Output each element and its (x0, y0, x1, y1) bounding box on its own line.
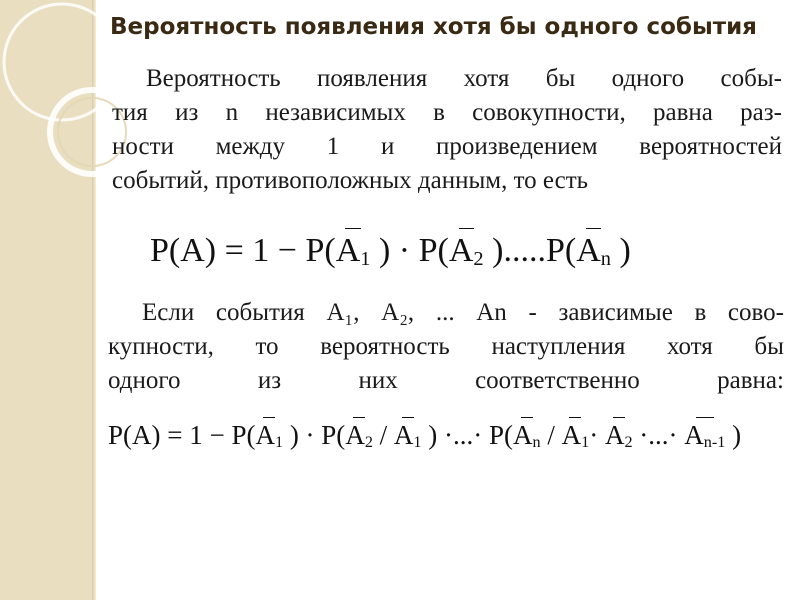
word: раз- (740, 99, 782, 126)
word: Если (142, 299, 195, 326)
event-index: 1 (274, 433, 284, 452)
event-index: 2 (473, 248, 484, 271)
paragraph-intro (112, 62, 782, 198)
word: одного (108, 367, 181, 394)
formula-text: ) · P( (370, 232, 449, 269)
word: независимых (265, 99, 406, 126)
word: и (380, 133, 395, 160)
word: вероятность (320, 333, 450, 360)
formula-text: ·...· (632, 420, 685, 450)
text-line (108, 364, 784, 398)
word: хотя (463, 65, 510, 92)
word: события (215, 299, 305, 326)
event-symbol: A (513, 420, 533, 450)
event-symbol: A (576, 232, 601, 269)
word: ... (435, 299, 455, 326)
event-index: 2 (624, 433, 633, 452)
event-index: 1 (360, 248, 371, 271)
complement-event (684, 420, 725, 452)
event-index: 1 (581, 433, 590, 452)
word: них (358, 367, 398, 394)
word: An (476, 299, 507, 326)
complement-event (449, 232, 484, 271)
word: A₁, (326, 299, 360, 326)
paragraph-dependent (108, 296, 784, 398)
formula-text: ) ·...· P( (421, 420, 513, 450)
word: собы- (720, 65, 782, 92)
word: бы (545, 65, 576, 92)
word: равна: (717, 367, 784, 394)
formula-text: · (589, 420, 605, 450)
formula-text: ).....P( (483, 232, 577, 269)
word: соответственно (475, 367, 640, 394)
formula-text: / (540, 420, 562, 450)
event-symbol: A (448, 232, 474, 269)
word: одного (611, 65, 685, 92)
event-symbol: A (684, 420, 704, 450)
word: тия (112, 99, 148, 126)
word: ности (112, 133, 174, 160)
word: 1 (326, 133, 340, 160)
formula-text: / (372, 420, 394, 450)
formula-text: P(A) = 1 − P( (150, 232, 336, 269)
text-line (112, 130, 782, 164)
complement-event (336, 232, 371, 271)
word: совокупности, (472, 99, 626, 126)
word: вероятностей (639, 133, 782, 160)
event-symbol: A (255, 420, 275, 450)
event-symbol: A (393, 420, 414, 450)
text-line (112, 96, 782, 130)
word: появления (317, 65, 428, 92)
word: между (215, 133, 286, 160)
event-index: n (532, 433, 541, 452)
event-index: 2 (364, 433, 373, 452)
event-index: n-1 (703, 433, 726, 452)
word: зависимые (558, 299, 673, 326)
event-symbol: A (345, 420, 365, 450)
formula-dependent (108, 420, 741, 452)
word: то (255, 333, 279, 360)
complement-event (255, 420, 283, 452)
word: A₂, (381, 299, 415, 326)
complement-event (345, 420, 373, 452)
text-line (112, 62, 782, 96)
event-symbol: A (561, 420, 582, 450)
word: n (225, 99, 239, 126)
complement-event (513, 420, 541, 452)
word: из (257, 367, 282, 394)
word: наступления (491, 333, 626, 360)
event-symbol: A (604, 420, 625, 450)
word: событий, противоположных данным, то есть (112, 167, 589, 194)
word: бы (754, 333, 784, 360)
event-symbol: A (335, 232, 361, 269)
formula-text: ) · P( (283, 420, 346, 450)
text-line (108, 296, 784, 330)
word: в (433, 99, 445, 126)
formula-text: ) (725, 420, 742, 450)
word: купности, (108, 333, 214, 360)
word: произведением (436, 133, 598, 160)
word: хотя (666, 333, 713, 360)
complement-event (562, 420, 590, 452)
formula-text: P(A) = 1 − P( (108, 420, 256, 450)
word: равна (652, 99, 713, 126)
event-index: n (600, 248, 611, 271)
text-line (108, 330, 784, 364)
complement-event (394, 420, 422, 452)
formula-independent (150, 232, 631, 271)
text-line (112, 164, 782, 198)
event-index: 1 (413, 433, 422, 452)
word: в (694, 299, 707, 326)
complement-event (605, 420, 633, 452)
word: из (175, 99, 199, 126)
word: сово- (727, 299, 784, 326)
word: Вероятность (146, 65, 281, 92)
complement-event (576, 232, 611, 271)
slide-title: Вероятность появления хотя бы одного события (110, 14, 757, 40)
word: - (528, 299, 537, 326)
formula-text: ) (610, 232, 631, 269)
